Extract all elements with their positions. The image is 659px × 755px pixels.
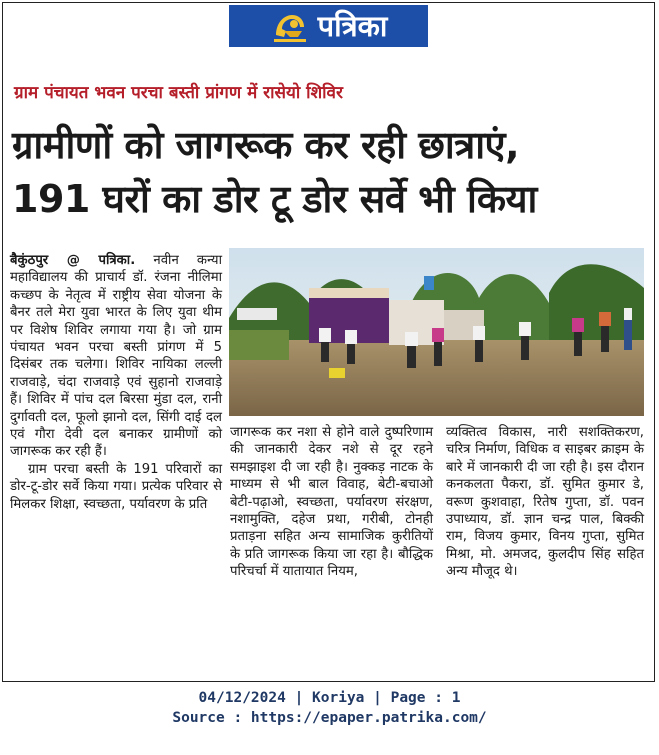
camp-photo-image — [229, 248, 644, 416]
article-paragraph-1 — [10, 252, 222, 461]
article-column-1 — [10, 252, 222, 513]
footer-source: Source : https://epaper.patrika.com/ — [172, 710, 487, 726]
paragraph-1-text: नवीन कन्या महाविद्यालय की प्राचार्य डॉ. रंजना नीलिमा कच्छप के नेतृत्व में राष्ट्रीय सेवा योजना के बैनर तले मेरा युवा भारत के लिए युवा थीम पर विशेष शिविर लगाया गया है। जो ग्राम पंचायत भवन परचा बस्ती प्रांगण में 5 दिसंबर तक चलेगा। शिविर नायिका लल्ली राजवाड़े, चंदा राजवाड़े एवं सुहानो राजवाड़े हैं। शिविर में पांच दल बिरसा मुंडा दल, रानी दुर्गावती दल, फूलो झानो दल, सिंगी दाई दल एवं गौरा देवी दल बनाकर ग्रामीणों को जागरूक कर रही हैं। — [10, 253, 222, 460]
headline-line-1: ग्रामीणों को जागरूक कर रही छात्राएं, — [12, 123, 520, 167]
article-column-2: जागरूक कर नशा से होने वाले दुष्परिणाम की जानकारी देकर नशे से दूर रहने समझाइश दी जा रही है। नुक्कड़ नाटक के माध्यम से भी बाल विवाह, बेटी-बचाओ बेटी-पढ़ाओ, स्वच्छता, पर्यावरण संरक्षण, नशामुक्ति, दहेज प्रथा, गरीबी, टोनही प्रताड़ना सहित अन्य सामाजिक कुरीतियों के प्रति जागरूक किया जा रहा है। बौद्धिक परिचर्चा में यातायात नियम, — [230, 425, 433, 580]
footer-edition-info: 04/12/2024 | Koriya | Page : 1 — [198, 690, 461, 706]
article-paragraph-2: ग्राम परचा बस्ती के 191 परिवारों का डोर-टू-डोर सर्वे किया गया। प्रत्येक परिवार से मिलकर शिक्षा, स्वच्छता, पर्यावरण के प्रति — [10, 461, 222, 512]
dateline: बैकुंठपुर @ पत्रिका. — [10, 253, 136, 268]
article-column-3: व्यक्तित्व विकास, नारी सशक्तिकरण, चरित्र निर्माण, विधिक व साइबर क्राइम के बारे में जानकारी दी जा रही है। इस दौरान कनकलता पैकरा, डॉ. सुमित कुमार डे, वरूण कुशवाहा, रितेष गुप्ता, डॉ. पवन उपाध्याय, डॉ. ज्ञान चन्द्र पाल, बिक्की राम, विजय कुमार, विनय गुप्ता, सुमित मिश्रा, मो. अमजद, कुलदीप सिंह सहित अन्य मौजूद थे। — [446, 425, 644, 580]
lion-icon — [270, 9, 310, 43]
article-kicker: ग्राम पंचायत भवन परचा बस्ती प्रांगण में रासेयो शिविर — [14, 83, 343, 103]
article-headline — [12, 118, 537, 226]
news-photo — [229, 248, 644, 416]
headline-line-2: 191 घरों का डोर टू डोर सर्वे भी किया — [12, 177, 537, 221]
masthead-title: पत्रिका — [317, 8, 388, 43]
masthead — [229, 5, 428, 47]
